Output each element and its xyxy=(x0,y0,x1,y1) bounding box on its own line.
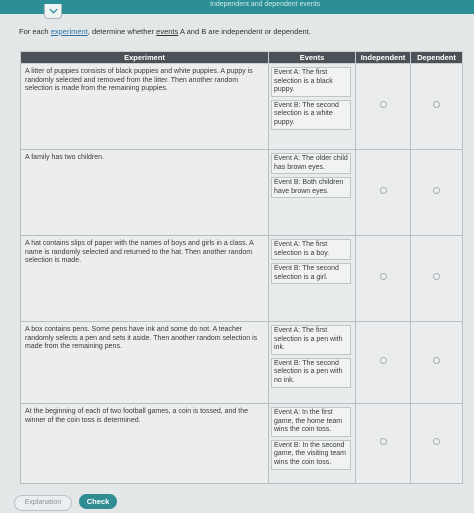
table-header-row xyxy=(21,52,463,64)
collapse-button[interactable] xyxy=(44,4,62,19)
event-a-text: Event A: The older child has brown eyes. xyxy=(271,153,351,174)
radio-icon[interactable] xyxy=(380,187,387,194)
column-header-independent: Independent xyxy=(356,52,411,64)
column-header-experiment: Experiment xyxy=(21,52,269,64)
table-row xyxy=(21,404,463,484)
event-b-text: Event B: Both children have brown eyes. xyxy=(271,177,351,198)
independent-option[interactable] xyxy=(356,150,411,236)
table-row xyxy=(21,150,463,236)
dependent-option[interactable] xyxy=(411,236,463,322)
radio-icon[interactable] xyxy=(433,273,440,280)
events-table xyxy=(20,51,463,484)
experiment-cell: A litter of puppies consists of black puppies and white puppies. A puppy is randomly selected and removed from the litter. Then another random selection is made from the remaining puppies. xyxy=(21,64,269,150)
dependent-option[interactable] xyxy=(411,404,463,484)
column-header-dependent: Dependent xyxy=(411,52,463,64)
radio-icon[interactable] xyxy=(433,357,440,364)
table-row xyxy=(21,64,463,150)
radio-icon[interactable] xyxy=(433,438,440,445)
event-b-text: Event B: The second selection is a pen with no ink. xyxy=(271,358,351,388)
dependent-option[interactable] xyxy=(411,322,463,404)
experiment-cell: A hat contains slips of paper with the names of boys and girls in a class. A name is randomly selected and returned to the hat. Then another random selection is made. xyxy=(21,236,269,322)
table-row xyxy=(21,322,463,404)
experiment-cell: At the beginning of each of two football games, a coin is tossed, and the winner of the coin toss is determined. xyxy=(21,404,269,484)
event-a-text: Event A: In the first game, the home team wins the coin toss. xyxy=(271,407,351,437)
independent-option[interactable] xyxy=(356,236,411,322)
explanation-button[interactable]: Explanation xyxy=(14,495,72,511)
radio-icon[interactable] xyxy=(433,101,440,108)
column-header-events: Events xyxy=(269,52,356,64)
event-b-text: Event B: In the second game, the visiting team wins the coin toss. xyxy=(271,440,351,470)
radio-icon[interactable] xyxy=(380,357,387,364)
events-cell xyxy=(269,236,356,322)
event-b-text: Event B: The second selection is a white puppy. xyxy=(271,100,351,130)
independent-option[interactable] xyxy=(356,64,411,150)
events-link[interactable]: events xyxy=(156,27,179,36)
topic-label: Independent and dependent events xyxy=(210,1,321,8)
dependent-option[interactable] xyxy=(411,150,463,236)
event-a-text: Event A: The first selection is a pen with ink. xyxy=(271,325,351,355)
event-b-text: Event B: The second selection is a girl. xyxy=(271,263,351,284)
dependent-option[interactable] xyxy=(411,64,463,150)
experiment-cell: A family has two children. xyxy=(21,150,269,236)
events-cell xyxy=(269,322,356,404)
instructions: For each experiment, determine whether events A and B are independent or dependent. xyxy=(19,27,311,36)
top-bar xyxy=(0,0,474,14)
events-cell xyxy=(269,404,356,484)
chevron-down-icon xyxy=(49,8,58,14)
event-a-text: Event A: The first selection is a black puppy. xyxy=(271,67,351,97)
check-button[interactable]: Check xyxy=(79,494,117,509)
radio-icon[interactable] xyxy=(380,101,387,108)
experiment-cell: A box contains pens. Some pens have ink and some do not. A teacher randomly selects a pen and sets it aside. Then another random selection is made from the remaining pens. xyxy=(21,322,269,404)
independent-option[interactable] xyxy=(356,404,411,484)
experiment-link[interactable]: experiment xyxy=(50,27,88,36)
events-cell xyxy=(269,64,356,150)
event-a-text: Event A: The first selection is a boy. xyxy=(271,239,351,260)
independent-option[interactable] xyxy=(356,322,411,404)
radio-icon[interactable] xyxy=(380,273,387,280)
radio-icon[interactable] xyxy=(433,187,440,194)
radio-icon[interactable] xyxy=(380,438,387,445)
table-row xyxy=(21,236,463,322)
events-cell xyxy=(269,150,356,236)
